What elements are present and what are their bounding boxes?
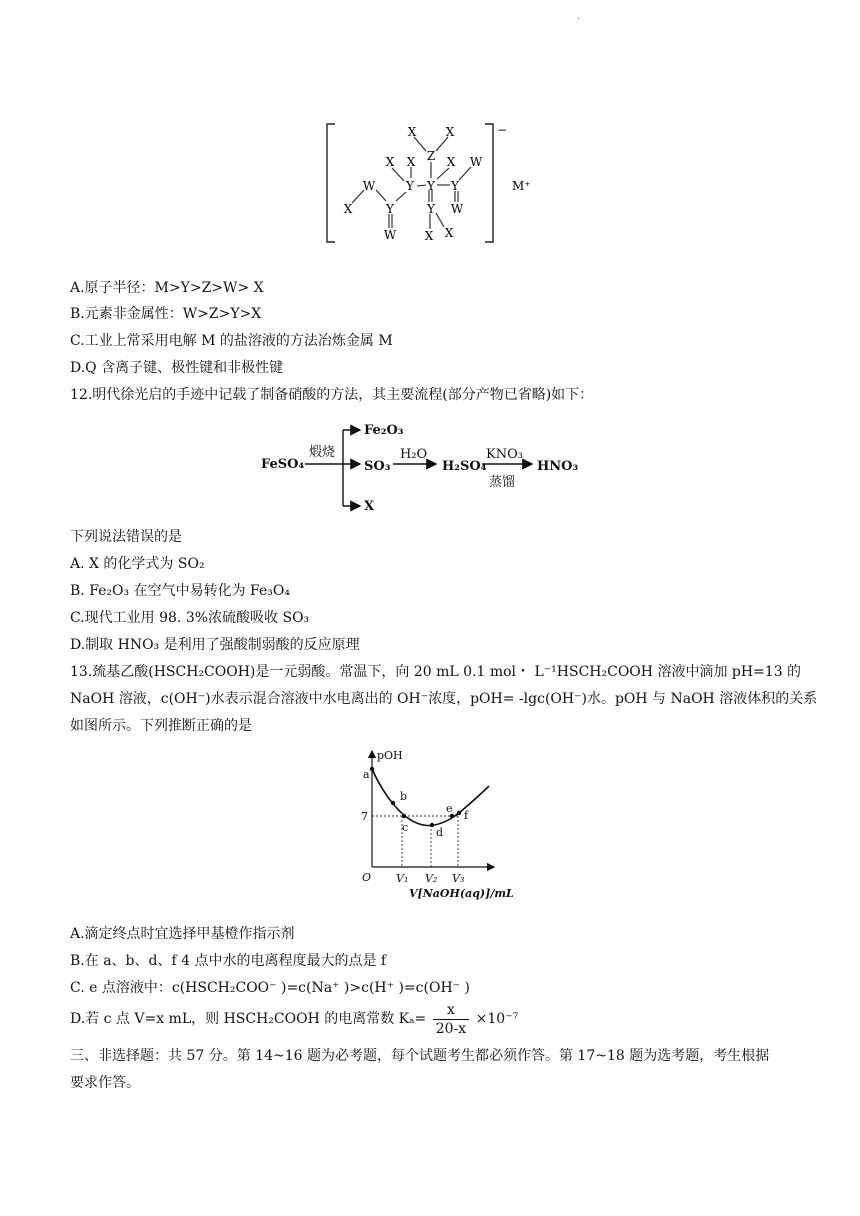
flow-hno3: HNO₃ xyxy=(537,459,579,474)
label-b: b xyxy=(400,790,408,803)
q12-option-b: B. Fe₂O₃ 在空气中易转化为 Fe₃O₄ xyxy=(70,583,290,599)
atom-y1: Y xyxy=(406,179,414,193)
atom-x2: X xyxy=(445,125,455,139)
flow-h2o: H₂O xyxy=(400,447,428,462)
q13-option-b: B.在 a、b、d、f 4 点中水的电离程度最大的点是 f xyxy=(70,953,387,969)
q13-option-c: C. e 点溶液中：c(HSCH₂COO⁻ )=c(Na⁺ )>c(H⁺ )=c(OH⁻ ) xyxy=(70,980,470,996)
atom-x3: X xyxy=(385,155,395,169)
atom-x8: X xyxy=(424,229,434,243)
x-tick-v2: V₂ xyxy=(425,872,438,885)
atom-y5: Y xyxy=(427,202,435,216)
poh-chart xyxy=(0,745,860,905)
q11-option-b: B.元素非金属性：W>Z>Y>X xyxy=(70,306,262,322)
section3-line2: 要求作答。 xyxy=(70,1075,140,1091)
y-tick-7: 7 xyxy=(361,810,368,823)
q13-stem-line2: NaOH 溶液，c(OH⁻)水表示混合溶液中水电离出的 OH⁻浓度，pOH= -lgc(OH⁻)水。pOH 与 NaOH 溶液体积的关系 xyxy=(70,691,818,707)
atom-w1: W xyxy=(469,155,483,169)
ka-fraction xyxy=(433,1001,469,1038)
ka-denominator: 20-x xyxy=(435,1020,467,1037)
flow-calcine: 煅烧 xyxy=(309,445,336,460)
ka-numerator: x xyxy=(433,1001,469,1020)
chart-ylabel: pOH xyxy=(377,749,403,762)
flow-feso4: FeSO₄ xyxy=(261,457,305,472)
point-d xyxy=(430,823,434,827)
atom-y3: Y xyxy=(451,179,459,193)
q13-stem-line1: 13.巯基乙酸(HSCH₂COOH)是一元弱酸。常温下，向 20 mL 0.1 mol・ L⁻¹HSCH₂COOH 溶液中滴加 pH=13 的 xyxy=(70,664,802,680)
atom-y2: Y xyxy=(427,179,435,193)
q13-option-a: A.滴定终点时宜选择甲基橙作指示剂 xyxy=(70,926,295,942)
atom-x9: X xyxy=(444,226,454,240)
point-b xyxy=(391,801,395,805)
origin-label: O xyxy=(362,871,372,884)
header-mark: · xyxy=(577,14,581,25)
label-c: c xyxy=(402,821,409,834)
cation-label: M⁺ xyxy=(512,179,531,193)
flow-kno3: KNO₃ xyxy=(486,447,523,462)
q12-stem: 12.明代徐光启的手迹中记载了制备硝酸的方法，其主要流程(部分产物已省略)如下： xyxy=(70,387,594,403)
q12-option-a: A. X 的化学式为 SO₂ xyxy=(70,556,205,572)
charge-label: − xyxy=(497,123,508,137)
q11-option-d: D.Q 含离子键、极性键和非极性键 xyxy=(70,360,284,376)
q11-option-a: A.原子半径：M>Y>Z>W> X xyxy=(70,280,264,296)
atom-z: Z xyxy=(426,149,436,163)
atom-w2: W xyxy=(362,179,376,193)
flow-fe2o3: Fe₂O₃ xyxy=(364,423,404,438)
x-tick-v3: V₃ xyxy=(452,872,465,885)
poh-curve xyxy=(372,769,489,826)
label-e: e xyxy=(446,802,453,815)
point-a xyxy=(370,767,374,771)
point-f xyxy=(457,811,461,815)
flow-h2so4: H₂SO₄ xyxy=(442,459,487,474)
atom-w3: W xyxy=(450,202,464,216)
flow-so3: SO₃ xyxy=(364,459,391,474)
x-tick-v1: V₁ xyxy=(396,872,409,885)
q13-option-d-suffix: ×10⁻⁷ xyxy=(475,1011,519,1027)
flow-diagram xyxy=(0,410,860,540)
flow-distill: 蒸馏 xyxy=(489,475,516,490)
flow-x: X xyxy=(364,499,375,514)
label-d: d xyxy=(436,826,444,839)
atom-x6: X xyxy=(343,202,353,216)
q12-option-d: D.制取 HNO₃ 是利用了强酸制弱酸的反应原理 xyxy=(70,637,360,653)
label-f: f xyxy=(464,809,469,822)
structure-diagram xyxy=(0,0,860,270)
q13-option-d-prefix: D.若 c 点 V=x mL，则 HSCH₂COOH 的电离常数 Kₐ= xyxy=(70,1011,427,1027)
q13-stem-line3: 如图所示。下列推断正确的是 xyxy=(70,718,252,734)
chart-xlabel: V[NaOH(aq)]/mL xyxy=(409,887,514,900)
label-a: a xyxy=(363,768,370,781)
q13-option-d xyxy=(70,1000,518,1038)
q12-prompt: 下列说法错误的是 xyxy=(70,529,182,545)
q12-option-c: C.现代工业用 98. 3%浓硫酸吸收 SO₃ xyxy=(70,610,310,626)
atom-w4: W xyxy=(383,228,397,242)
atom-y4: Y xyxy=(386,202,394,216)
atom-x4: X xyxy=(406,155,416,169)
atom-x5: X xyxy=(446,155,456,169)
section3-line1: 三、非选择题：共 57 分。第 14~16 题为必考题，每个试题考生都必须作答。第 17~18 题为选考题，考生根据 xyxy=(70,1048,770,1064)
atom-x1: X xyxy=(407,125,417,139)
q11-option-c: C.工业上常采用电解 M 的盐溶液的方法冶炼金属 M xyxy=(70,333,393,349)
point-c xyxy=(402,814,406,818)
